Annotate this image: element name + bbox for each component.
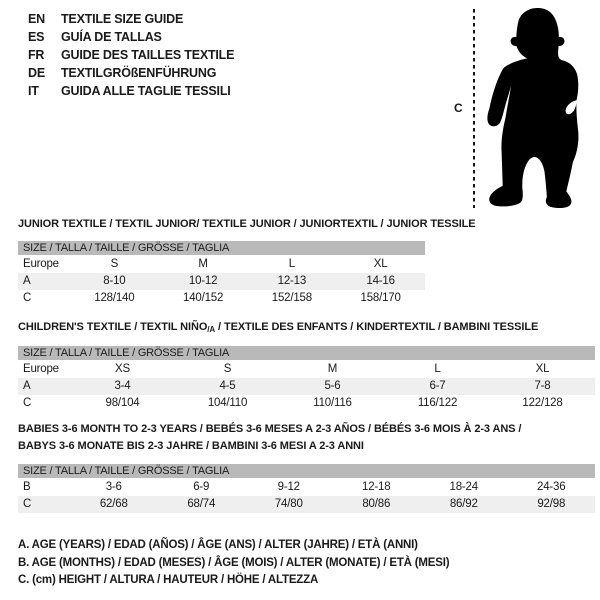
size-cell: S [223, 363, 232, 375]
age-cell: 6-7 [429, 380, 446, 392]
age-cell: 10-12 [188, 275, 218, 287]
childrens-table-title [18, 321, 538, 334]
age-cell: 4-5 [219, 380, 236, 392]
height-cell: 104/110 [207, 397, 248, 409]
age-cell: 12-13 [277, 275, 307, 287]
childrens-title-main: CHILDREN'S TEXTILE / TEXTIL NIÑO [18, 321, 208, 333]
baby-silhouette-icon [483, 6, 588, 212]
height-cell: 98/104 [105, 397, 140, 409]
height-cell: 116/122 [417, 397, 458, 409]
language-title: TEXTILE SIZE GUIDE [61, 12, 184, 26]
size-cell: XL [535, 363, 550, 375]
height-cell: 68/74 [187, 498, 216, 510]
age-cell: 9-12 [277, 481, 300, 493]
size-header-bar: SIZE / TALLA / TAILLE / GRÖSSE / TAGLIA [18, 464, 595, 478]
row-label: A [23, 380, 31, 392]
age-cell: 18-24 [449, 481, 478, 493]
language-title: GUÍA DE TALLAS [61, 30, 162, 44]
junior-table-title: JUNIOR TEXTILE / TEXTIL JUNIOR/ TEXTILE JUNIOR / JUNIORTEXTIL / JUNIOR TESSILE [18, 218, 476, 230]
age-cell: 3-6 [105, 481, 122, 493]
height-measure-label: C [454, 101, 463, 115]
height-cell: 128/140 [94, 292, 135, 304]
babies-table-title-line2: BABYS 3-6 MONATE BIS 2-3 JAHRE / BAMBINI 3-6 MESI A 2-3 ANNI [18, 440, 364, 452]
height-cell: 158/170 [360, 292, 401, 304]
age-cell: 7-8 [534, 380, 551, 392]
language-code: IT [28, 84, 39, 98]
age-cell: 8-10 [103, 275, 126, 287]
childrens-size-table [18, 346, 595, 412]
height-measure-dotted-line [473, 9, 475, 208]
junior-size-table [18, 241, 425, 307]
size-header-bar: SIZE / TALLA / TAILLE / GRÖSSE / TAGLIA [18, 346, 595, 360]
legend-note-a: A. AGE (YEARS) / EDAD (AÑOS) / ÂGE (ANS) / ALTER (JAHRE) / ETÀ (ANNI) [18, 539, 418, 551]
table-row-europe [18, 255, 425, 273]
legend-note-c: C. (cm) HEIGHT / ALTURA / HAUTEUR / HÖHE / ALTEZZA [18, 574, 319, 586]
table-row-europe [18, 360, 595, 378]
language-row [28, 10, 234, 28]
size-cell: S [110, 258, 119, 270]
row-label: C [23, 397, 32, 409]
height-cell: 122/128 [522, 397, 563, 409]
table-row-age-months [18, 478, 595, 496]
language-title: GUIDA ALLE TAGLIE TESSILI [61, 84, 231, 98]
row-label: B [23, 481, 31, 493]
height-cell: 86/92 [449, 498, 478, 510]
height-cell: 110/116 [313, 397, 352, 409]
row-label: C [23, 292, 32, 304]
size-header-bar: SIZE / TALLA / TAILLE / GRÖSSE / TAGLIA [18, 241, 425, 255]
size-cell: XL [373, 258, 388, 270]
row-label: C [23, 498, 32, 510]
height-cell: 152/158 [271, 292, 312, 304]
age-cell: 3-4 [114, 380, 131, 392]
row-label: A [23, 275, 31, 287]
language-code: ES [28, 30, 45, 44]
babies-size-table [18, 464, 595, 513]
legend-note-b: B. AGE (MONTHS) / EDAD (MESES) / ÂGE (MOIS) / ALTER (MONATE) / ETÀ (MESI) [18, 556, 450, 569]
height-cell: 92/98 [537, 498, 566, 510]
language-title: GUIDE DES TAILLES TEXTILE [61, 48, 235, 62]
babies-table-title-line1: BABIES 3-6 MONTH TO 2-3 YEARS / BEBÉS 3-6 MESES A 2-3 AÑOS / BÉBÉS 3-6 MOIS À 2-3 ANS / [18, 423, 522, 435]
table-row-height [18, 290, 425, 307]
legend-notes [18, 537, 449, 590]
childrens-title-rest: / TEXTILE DES ENFANTS / KINDERTEXTIL / BAMBINI TESSILE [215, 321, 539, 333]
language-row [28, 82, 234, 100]
language-code: DE [28, 66, 45, 80]
language-row [28, 28, 234, 46]
language-title: TEXTILGRÖßENFÜHRUNG [61, 66, 217, 80]
language-code: EN [28, 12, 45, 26]
row-label: Europe [23, 258, 59, 270]
table-row-height [18, 395, 595, 412]
height-cell: 140/152 [183, 292, 224, 304]
age-cell: 14-16 [366, 275, 395, 287]
size-cell: M [198, 258, 208, 270]
size-cell: M [327, 363, 338, 375]
height-cell: 74/80 [274, 498, 303, 510]
language-row [28, 64, 234, 82]
language-title-list [28, 10, 234, 100]
table-row-age [18, 378, 595, 395]
language-code: FR [28, 48, 45, 62]
table-row-height [18, 496, 595, 513]
size-cell: XS [115, 363, 130, 375]
baby-figure-area [450, 0, 600, 220]
childrens-title-subscript: /A [207, 325, 216, 334]
age-cell: 24-36 [537, 481, 566, 493]
size-cell: L [434, 363, 441, 375]
size-cell: L [288, 258, 295, 270]
age-cell: 5-6 [324, 380, 341, 392]
height-cell: 62/68 [99, 498, 128, 510]
age-cell: 12-18 [362, 481, 391, 493]
age-cell: 6-9 [193, 481, 210, 493]
language-row [28, 46, 234, 64]
height-cell: 80/86 [362, 498, 391, 510]
table-row-age [18, 273, 425, 290]
row-label: Europe [23, 363, 59, 375]
